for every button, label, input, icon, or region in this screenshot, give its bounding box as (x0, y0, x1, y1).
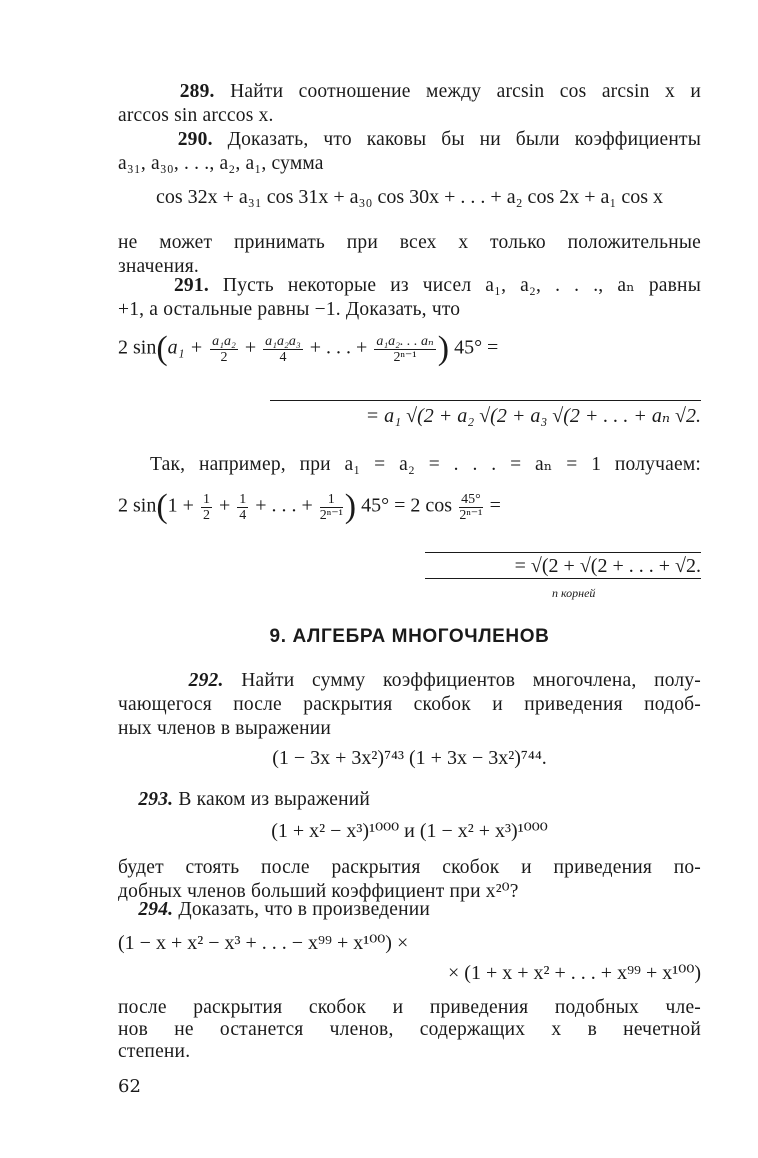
f2-frac-4-num: 45° (461, 491, 481, 507)
problem-290-line-4: значения. (118, 256, 199, 277)
f1-frac-2-num: a₁a₂a₃ (265, 333, 301, 349)
section-title: 9. АЛГЕБРА МНОГОЧЛЕНОВ (269, 626, 550, 647)
f2-frac-2-num: 1 (239, 491, 247, 507)
f2-close-paren: ) (344, 488, 357, 525)
problem-293-line-3: добных членов больший коэффициент при x²⁰? (118, 881, 519, 902)
problem-291-formula-1-rhs: = a₁ √(2 + a₂ √(2 + a₃ √(2 + . . . + aₙ √2. (270, 400, 701, 428)
problem-291-text: Пусть некоторые из чисел a₁, a₂, . . ., aₙ равны (222, 275, 701, 296)
f2-frac-4 (459, 492, 483, 523)
f1-open-paren: ( (156, 330, 168, 367)
problem-294-text: Доказать, что в произведении (178, 899, 431, 920)
problem-292-line-1 (118, 669, 701, 693)
problem-290-number: 290. (177, 129, 213, 150)
f1-frac-3-num: a₁a₂. . . aₙ (376, 333, 434, 349)
f1-frac-1-den: 2 (220, 349, 228, 365)
problem-294-formula-2: × (1 + x + x² + . . . + x⁹⁹ + x¹⁰⁰) (448, 962, 701, 984)
problem-289-number: 289. (179, 81, 215, 102)
f2-lhs: 2 sin (118, 494, 157, 517)
f1-frac-2-den: 4 (279, 349, 287, 365)
problem-291-formula-1 (118, 330, 498, 368)
problem-291-formula-2 (118, 488, 501, 526)
f1-close-paren: ) (437, 330, 450, 367)
f2-frac-1 (201, 492, 212, 523)
problem-289-line-2: arccos sin arccos x. (118, 105, 274, 126)
f1-term-2: + (244, 336, 257, 359)
problem-289-text: Найти соотношение между arcsin cos arcsin x и (230, 81, 702, 102)
f2-frac-3-den: 2ⁿ⁻¹ (319, 507, 343, 523)
problem-294-line-4: степени. (118, 1041, 191, 1062)
problem-292-line-2: чающегося после раскрытия скобок и приведения подоб- (118, 694, 701, 715)
problem-292-number: 292. (188, 670, 224, 691)
page-number: 62 (118, 1076, 141, 1097)
problem-291-number: 291. (173, 275, 209, 296)
f1-term-1: a₁ + (167, 336, 204, 359)
problem-290-line-3: не может принимать при всех x только положительные (118, 232, 701, 253)
problem-292-formula: (1 − 3x + 3x²)⁷⁴³ (1 + 3x − 3x²)⁷⁴⁴. (272, 747, 547, 769)
problem-294-number: 294. (138, 899, 174, 920)
problem-294-line-1 (118, 898, 430, 922)
f2-frac-2-den: 4 (239, 507, 247, 523)
f2-frac-1-num: 1 (202, 491, 210, 507)
problem-294-formula-1: (1 − x + x² − x³ + . . . − x⁹⁹ + x¹⁰⁰) × (118, 932, 409, 954)
problem-290-formula: cos 32x + a₃₁ cos 31x + a₃₀ cos 30x + . . . + a₂ cos 2x + a₁ cos x (155, 186, 664, 208)
f1-frac-3-den: 2ⁿ⁻¹ (393, 349, 417, 365)
problem-292-text: Найти сумму коэффициентов многочлена, полу- (241, 670, 701, 691)
problem-291-formula-2-rhs: = √(2 + √(2 + . . . + √2. (425, 552, 701, 579)
problem-293-line-1 (118, 788, 370, 812)
problem-290-line-2: a₃₁, a₃₀, . . ., a₂, a₁, сумма (118, 153, 324, 174)
problem-294-line-3: нов не останется членов, содержащих x в нечетной (118, 1019, 701, 1040)
f2-term-2: + (218, 494, 231, 517)
f1-term-3: + . . . + (309, 336, 368, 359)
f2-term-4: 45° = 2 cos (361, 494, 453, 517)
f2-frac-2 (237, 492, 248, 523)
f2-term-3: + . . . + (255, 494, 313, 517)
problem-291-line-2: +1, а остальные равны −1. Доказать, что (118, 299, 461, 320)
f2-frac-1-den: 2 (202, 507, 210, 523)
f1-lhs: 2 sin (118, 336, 157, 359)
f2-frac-4-den: 2ⁿ⁻¹ (459, 507, 483, 523)
f2-frac-3 (320, 492, 343, 523)
problem-293-formula: (1 + x² − x³)¹⁰⁰⁰ и (1 − x² + x³)¹⁰⁰⁰ (271, 820, 548, 842)
problem-292-line-3: ных членов в выражении (118, 718, 331, 739)
problem-289-line-1 (118, 80, 701, 104)
problem-291-line-1 (118, 274, 701, 298)
f2-term-5: = (489, 494, 501, 517)
f1-frac-3 (374, 334, 435, 365)
f2-frac-3-num: 1 (320, 492, 343, 508)
f2-term-1: 1 + (167, 494, 194, 517)
f1-frac-2 (263, 334, 303, 365)
f1-term-4: 45° = (454, 336, 499, 359)
roots-note: n корней (552, 586, 596, 600)
problem-294-line-2: после раскрытия скобок и приведения подобных чле- (118, 997, 701, 1018)
problem-290-text: Доказать, что каковы бы ни были коэффициенты (227, 129, 702, 150)
problem-293-number: 293. (138, 789, 174, 810)
f2-open-paren: ( (156, 488, 168, 525)
problem-293-text: В каком из выражений (178, 789, 371, 810)
problem-290-line-1 (118, 128, 701, 152)
problem-293-line-2: будет стоять после раскрытия скобок и приведения по- (118, 857, 701, 878)
problem-291-example: Так, например, при a₁ = a₂ = . . . = aₙ = 1 получаем: (150, 454, 701, 475)
f1-frac-1-num: a₁a₂ (212, 333, 236, 349)
f1-frac-1 (210, 334, 238, 365)
